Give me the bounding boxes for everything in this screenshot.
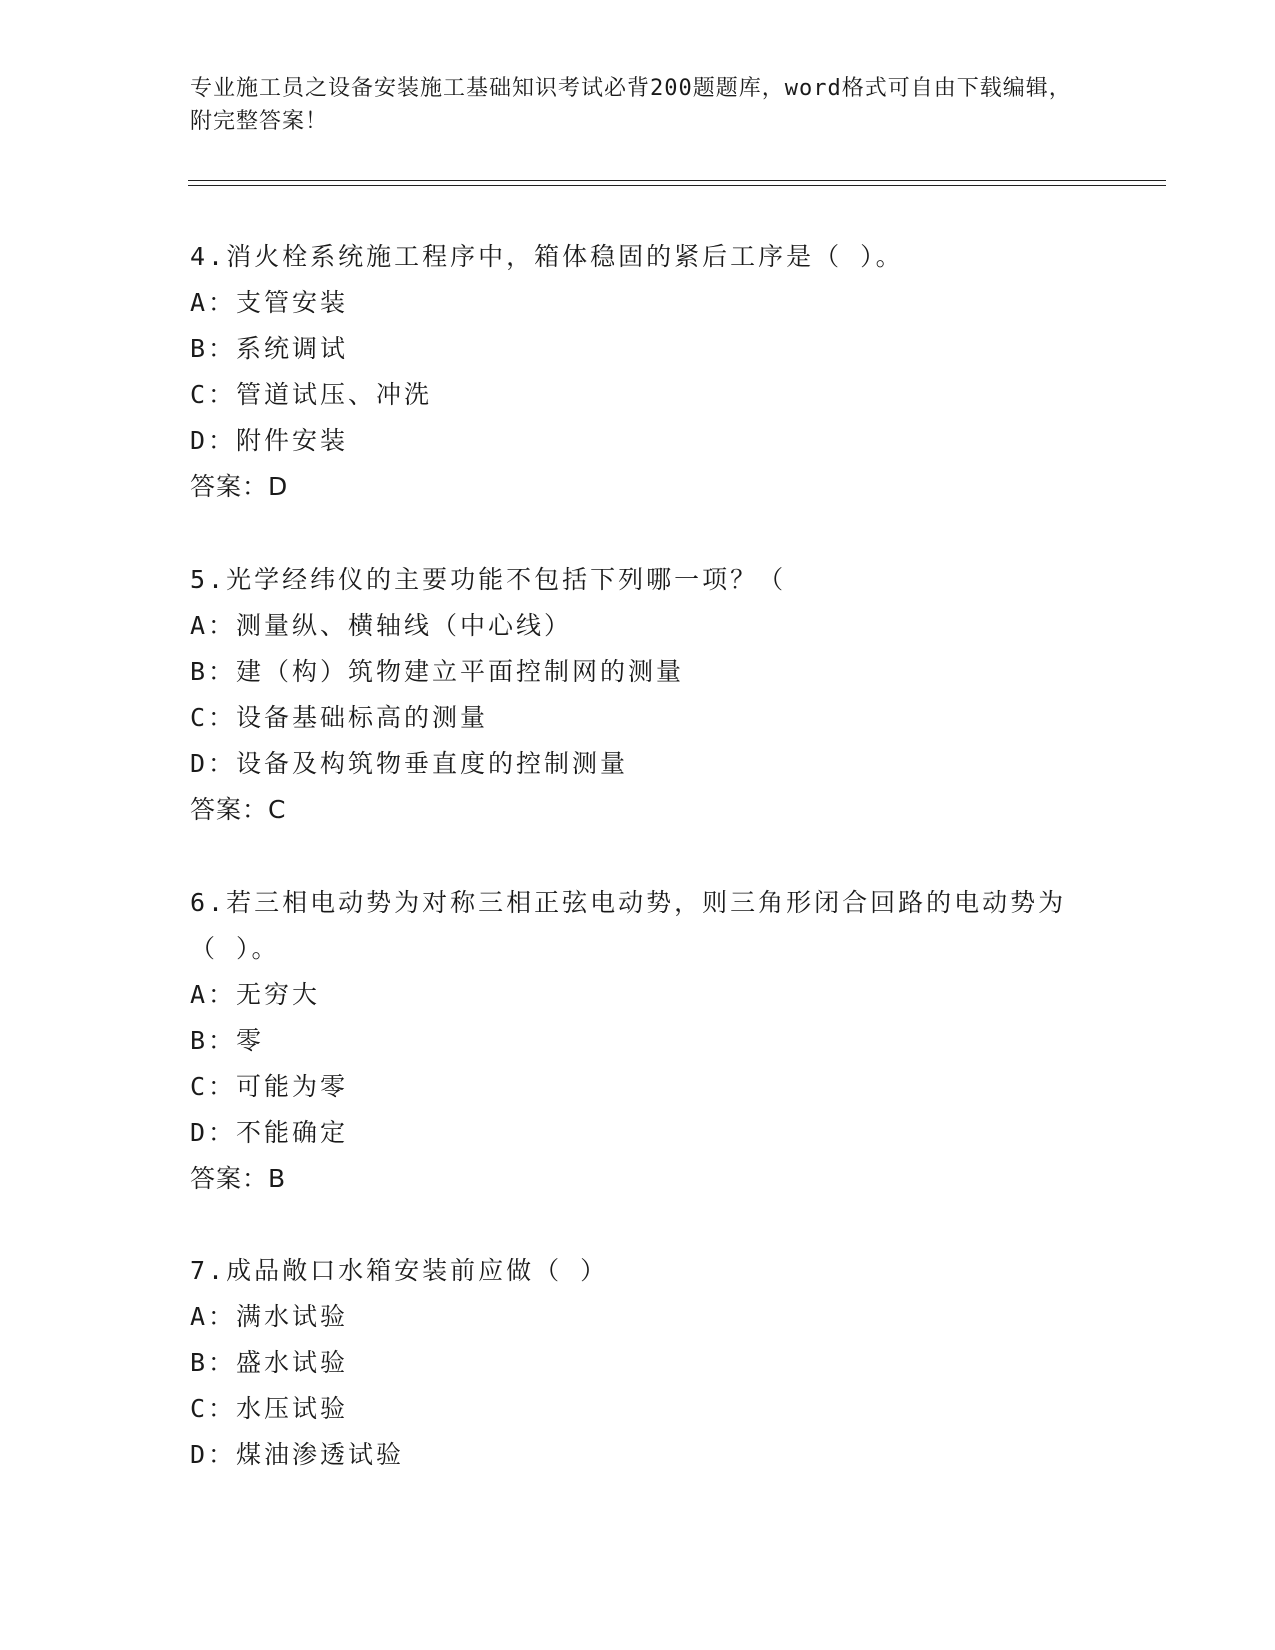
question-title: 4.消火栓系统施工程序中，箱体稳固的紧后工序是（ ）。: [190, 242, 904, 271]
option-d: D：不能确定: [190, 1118, 349, 1147]
question-6: [190, 880, 1090, 1202]
question-7: [190, 1248, 1090, 1478]
option-c: C：设备基础标高的测量: [190, 703, 489, 732]
option-d: D：煤油渗透试验: [190, 1440, 405, 1469]
question-title: 5.光学经纬仪的主要功能不包括下列哪一项？（: [190, 565, 787, 594]
answer: 答案：D: [190, 472, 289, 501]
answer: 答案：B: [190, 1164, 287, 1193]
option-a: A：支管安装: [190, 288, 349, 317]
option-d: D：附件安装: [190, 426, 349, 455]
option-a: A：无穷大: [190, 980, 321, 1009]
header-divider-top: [188, 180, 1166, 181]
header-divider-bottom: [188, 185, 1166, 186]
option-c: C：管道试压、冲洗: [190, 380, 433, 409]
option-b: B：建（构）筑物建立平面控制网的测量: [190, 657, 685, 686]
question-5: [190, 557, 1090, 833]
option-b: B：系统调试: [190, 334, 349, 363]
question-4: [190, 234, 1090, 510]
answer: 答案：C: [190, 795, 287, 824]
question-title: 7.成品敞口水箱安装前应做（ ）: [190, 1256, 609, 1285]
option-b: B：盛水试验: [190, 1348, 349, 1377]
option-a: A：测量纵、横轴线（中心线）: [190, 611, 573, 640]
option-c: C：可能为零: [190, 1072, 349, 1101]
option-d: D：设备及构筑物垂直度的控制测量: [190, 749, 629, 778]
document-header: 专业施工员之设备安装施工基础知识考试必背200题题库，word格式可自由下载编辑，附完整答案！: [190, 76, 1072, 134]
option-c: C：水压试验: [190, 1394, 349, 1423]
question-title: 6.若三相电动势为对称三相正弦电动势，则三角形闭合回路的电动势为（ ）。: [190, 888, 1067, 963]
option-b: B：零: [190, 1026, 265, 1055]
option-a: A：满水试验: [190, 1302, 349, 1331]
